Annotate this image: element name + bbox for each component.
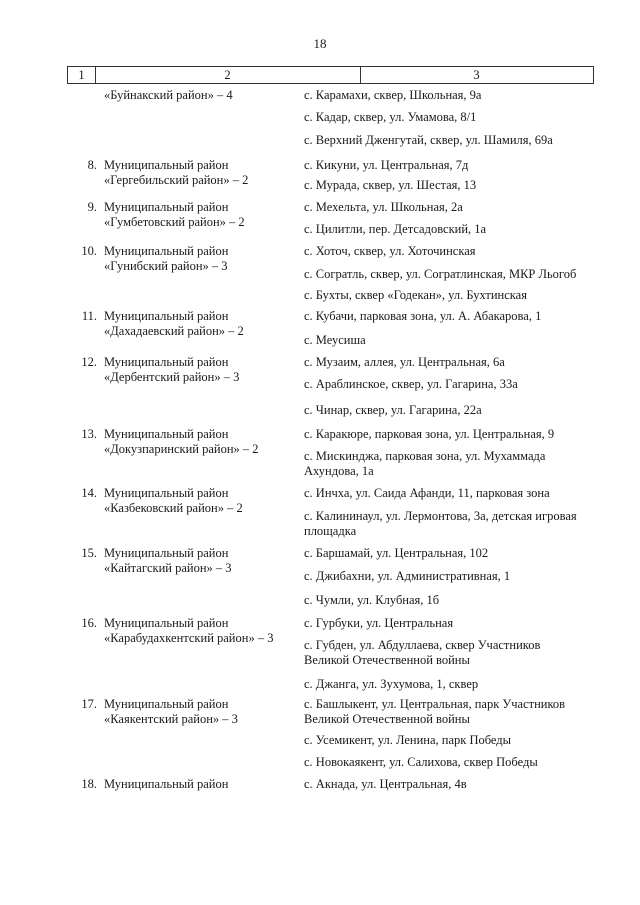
district-line: Муниципальный район bbox=[104, 427, 229, 441]
location-entry bbox=[304, 427, 604, 442]
row-number: 12. bbox=[81, 355, 97, 369]
location-line: с. Согратль, сквер, ул. Согратлинская, МКР Льогоб bbox=[304, 267, 577, 281]
district-line: Муниципальный район bbox=[104, 546, 229, 560]
row-number: 18. bbox=[81, 777, 97, 791]
location-line: Великой Отечественной войны bbox=[304, 712, 470, 726]
location-entry bbox=[304, 377, 604, 392]
row-number: 9. bbox=[87, 200, 97, 214]
location-line: с. Мурада, сквер, ул. Шестая, 13 bbox=[304, 178, 477, 192]
district-name bbox=[104, 777, 294, 792]
location-entry bbox=[304, 309, 604, 324]
district-name bbox=[104, 355, 294, 385]
location-line: с. Меусиша bbox=[304, 333, 366, 347]
district-name bbox=[104, 546, 294, 576]
row-number: 10. bbox=[81, 244, 97, 258]
location-line: с. Инчха, ул. Саида Афанди, 11, парковая зона bbox=[304, 486, 550, 500]
location-line: с. Кикуни, ул. Центральная, 7д bbox=[304, 158, 469, 172]
location-line: с. Калининаул, ул. Лермонтова, 3а, детская игровая bbox=[304, 509, 577, 523]
district-line: «Карабудахкентский район» – 3 bbox=[104, 631, 274, 645]
district-name bbox=[104, 200, 294, 230]
location-entry bbox=[304, 200, 604, 215]
page-number: 18 bbox=[313, 36, 327, 51]
district-name bbox=[104, 697, 294, 727]
location-entry bbox=[304, 133, 604, 148]
location-line: с. Акнада, ул. Центральная, 4в bbox=[304, 777, 467, 791]
location-line: с. Баршамай, ул. Центральная, 102 bbox=[304, 546, 489, 560]
location-entry bbox=[304, 110, 604, 125]
location-entry bbox=[304, 593, 604, 608]
district-name bbox=[104, 244, 294, 274]
location-line: с. Джанга, ул. Зухумова, 1, сквер bbox=[304, 677, 479, 691]
location-line: Великой Отечественной войны bbox=[304, 653, 470, 667]
district-name bbox=[104, 158, 294, 188]
location-entry bbox=[304, 403, 604, 418]
location-entry bbox=[304, 244, 604, 259]
location-entry bbox=[304, 638, 604, 668]
location-line: Ахундова, 1а bbox=[304, 464, 374, 478]
location-line: с. Араблинское, сквер, ул. Гагарина, 33а bbox=[304, 377, 518, 391]
location-entry bbox=[304, 697, 604, 727]
location-entry bbox=[304, 288, 604, 303]
location-entry bbox=[304, 178, 604, 193]
row-number: 13. bbox=[81, 427, 97, 441]
column-header-3: 3 bbox=[473, 68, 480, 82]
location-line: с. Джибахни, ул. Административная, 1 bbox=[304, 569, 511, 583]
location-entry bbox=[304, 755, 604, 770]
district-line: Муниципальный район bbox=[104, 616, 229, 630]
district-name bbox=[104, 616, 294, 646]
district-line: «Докузпаринский район» – 2 bbox=[104, 442, 259, 456]
location-line: с. Карамахи, сквер, Школьная, 9а bbox=[304, 88, 482, 102]
district-name bbox=[104, 427, 294, 457]
district-line: «Гунибский район» – 3 bbox=[104, 259, 228, 273]
district-name bbox=[104, 88, 294, 103]
district-line: Муниципальный район bbox=[104, 158, 229, 172]
location-entry bbox=[304, 222, 604, 237]
row-number: 11. bbox=[81, 309, 97, 323]
column-header-2: 2 bbox=[95, 67, 361, 83]
district-line: Муниципальный район bbox=[104, 486, 229, 500]
district-line: «Кайтагский район» – 3 bbox=[104, 561, 232, 575]
district-line: «Гумбетовский район» – 2 bbox=[104, 215, 245, 229]
location-entry bbox=[304, 777, 604, 792]
location-line: с. Усемикент, ул. Ленина, парк Победы bbox=[304, 733, 512, 747]
location-line: с. Башлыкент, ул. Центральная, парк Участников bbox=[304, 697, 566, 711]
location-line: с. Мехельта, ул. Школьная, 2а bbox=[304, 200, 463, 214]
district-line: Муниципальный район bbox=[104, 697, 229, 711]
district-line: «Дахадаевский район» – 2 bbox=[104, 324, 244, 338]
location-line: площадка bbox=[304, 524, 357, 538]
location-entry bbox=[304, 733, 604, 748]
district-line: «Каякентский район» – 3 bbox=[104, 712, 238, 726]
location-line: с. Новокаякент, ул. Салихова, сквер Победы bbox=[304, 755, 538, 769]
district-line: Муниципальный район bbox=[104, 355, 229, 369]
location-line: с. Бухты, сквер «Годекан», ул. Бухтинская bbox=[304, 288, 527, 302]
location-entry bbox=[304, 509, 604, 539]
row-number: 8. bbox=[87, 158, 97, 172]
location-line: с. Чинар, сквер, ул. Гагарина, 22а bbox=[304, 403, 482, 417]
location-entry bbox=[304, 449, 604, 479]
location-line: с. Каракюре, парковая зона, ул. Центральная, 9 bbox=[304, 427, 555, 441]
column-header-1: 1 bbox=[68, 67, 96, 83]
district-line: Муниципальный район bbox=[104, 777, 229, 791]
location-line: с. Цилитли, пер. Детсадовский, 1а bbox=[304, 222, 487, 236]
location-entry bbox=[304, 158, 604, 173]
location-line: с. Кубачи, парковая зона, ул. А. Абакарова, 1 bbox=[304, 309, 542, 323]
table-header bbox=[67, 66, 594, 84]
district-line: Муниципальный район bbox=[104, 200, 229, 214]
location-line: с. Чумли, ул. Клубная, 1б bbox=[304, 593, 440, 607]
district-line: «Казбековский район» – 2 bbox=[104, 501, 243, 515]
location-line: с. Кадар, сквер, ул. Умамова, 8/1 bbox=[304, 110, 477, 124]
row-number: 16. bbox=[81, 616, 97, 630]
location-entry bbox=[304, 88, 604, 103]
location-entry bbox=[304, 569, 604, 584]
location-entry bbox=[304, 677, 604, 692]
location-line: с. Хоточ, сквер, ул. Хоточинская bbox=[304, 244, 476, 258]
district-line: «Буйнакский район» – 4 bbox=[104, 88, 233, 102]
district-line: «Гергебильский район» – 2 bbox=[104, 173, 249, 187]
district-line: Муниципальный район bbox=[104, 309, 229, 323]
row-number: 14. bbox=[81, 486, 97, 500]
location-line: с. Музаим, аллея, ул. Центральная, 6а bbox=[304, 355, 505, 369]
location-entry bbox=[304, 333, 604, 348]
location-line: с. Верхний Дженгутай, сквер, ул. Шамиля, 69а bbox=[304, 133, 553, 147]
location-entry bbox=[304, 486, 604, 501]
location-line: с. Мискинджа, парковая зона, ул. Мухаммада bbox=[304, 449, 546, 463]
location-entry bbox=[304, 267, 604, 282]
district-line: «Дербентский район» – 3 bbox=[104, 370, 240, 384]
location-entry bbox=[304, 355, 604, 370]
location-line: с. Губден, ул. Абдуллаева, сквер Участников bbox=[304, 638, 541, 652]
location-line: с. Гурбуки, ул. Центральная bbox=[304, 616, 454, 630]
row-number: 17. bbox=[81, 697, 97, 711]
district-line: Муниципальный район bbox=[104, 244, 229, 258]
row-number: 15. bbox=[81, 546, 97, 560]
district-name bbox=[104, 309, 294, 339]
location-entry bbox=[304, 616, 604, 631]
location-entry bbox=[304, 546, 604, 561]
district-name bbox=[104, 486, 294, 516]
